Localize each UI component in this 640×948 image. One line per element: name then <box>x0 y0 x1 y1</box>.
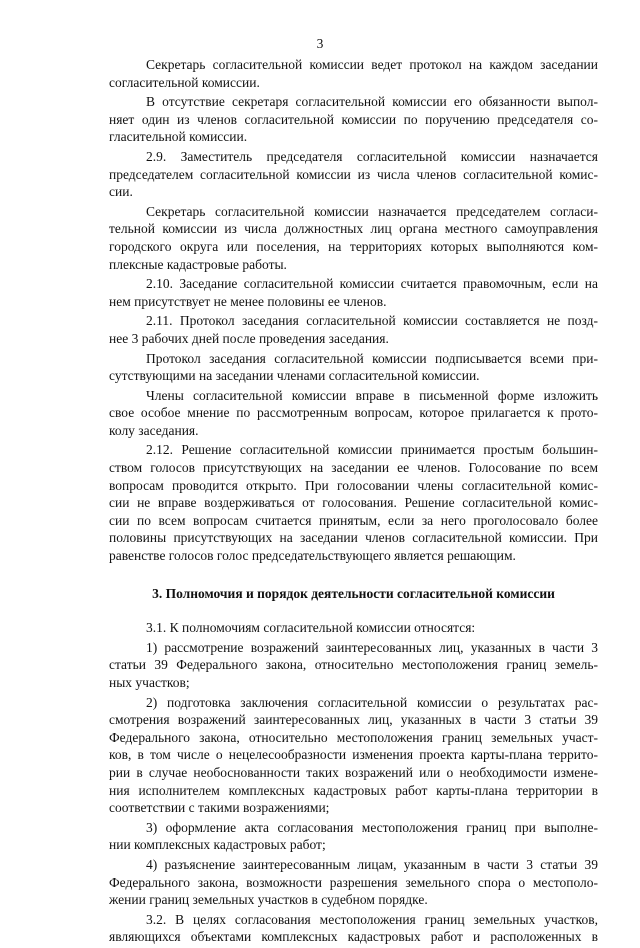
paragraph <box>109 275 598 310</box>
text-line: Секретарь согласительной комиссии назначается председателем согласи- <box>146 203 598 219</box>
paragraph <box>109 56 598 91</box>
text-line: Секретарь согласительной комиссии ведет протокол на каждом заседании <box>146 57 598 72</box>
text-line: колу заседания. <box>109 422 199 438</box>
text-line: Федерального закона, возможности разрешения земельного спора о местополо- <box>109 874 598 890</box>
paragraph <box>109 203 598 273</box>
text-line: статьи 39 Федерального закона, относительно местоположения границ земель- <box>109 657 598 673</box>
text-line: 2.11. Протокол заседания согласительной комиссии составляется не позд- <box>146 313 598 329</box>
text-line: ния исполнителем комплексных кадастровых работ карты-плана территории в <box>109 782 598 798</box>
text-line: ных участков; <box>109 675 190 690</box>
text-line: сии. <box>109 184 133 200</box>
text-line: Члены согласительной комиссии вправе в письменной форме изложить <box>146 387 598 403</box>
paragraph <box>109 93 598 146</box>
text-line: смотрения возражений заинтересованных лиц, указанных в части 3 статьи 39 <box>109 712 598 728</box>
text-line: 3.2. В целях согласования местоположения границ земельных участков, <box>146 911 598 927</box>
paragraph <box>109 639 598 692</box>
text-line: являющихся объектами комплексных кадастровых работ и расположенных в <box>109 929 598 945</box>
text-line: рии в случае необоснованности таких возражений или о необходимости измене- <box>109 764 598 780</box>
text-line: нее 3 рабочих дней после проведения заседания. <box>109 330 389 346</box>
text-line: 2.9. Заместитель председателя согласительной комиссии назначается <box>146 148 598 164</box>
text-line: равенстве голосов голос председательствующего является решающим. <box>109 548 516 564</box>
text-line: Протокол заседания согласительной комиссии подписывается всеми при- <box>146 350 598 366</box>
paragraphs-after <box>109 619 598 946</box>
text-line: вопросам проводится открыто. При голосовании члены согласительной комис- <box>109 477 598 493</box>
text-line: согласительной комиссии. <box>109 74 260 90</box>
text-line: соответствии с такими возражениями; <box>109 800 330 816</box>
paragraph <box>109 694 598 817</box>
text-line: тельной комиссии из числа должностных лиц органа местного самоуправления <box>109 221 598 237</box>
text-line: свое особое мнение по рассмотренным вопросам, которое прилагается к прото- <box>109 405 598 421</box>
text-line: нем присутствует не менее половины ее членов. <box>109 293 387 309</box>
text-line: 4) разъяснение заинтересованным лицам, указанным в части 3 статьи 39 <box>146 856 598 872</box>
paragraphs-before <box>109 56 598 565</box>
text-line: председателем согласительной комиссии из числа членов согласительной комис- <box>109 166 598 182</box>
text-line: В отсутствие секретаря согласительной комиссии его обязанности выпол- <box>146 94 598 110</box>
paragraph <box>109 148 598 201</box>
text-line: половины присутствующих на заседании членов согласительной комиссии. При <box>109 530 598 546</box>
paragraph <box>109 350 598 385</box>
paragraph <box>109 911 598 946</box>
section-heading: 3. Полномочия и порядок деятельности согласительной комиссии <box>152 585 555 601</box>
text-line: жении границ земельных участков в судебном порядке. <box>109 892 428 908</box>
text-line: 3.1. К полномочиям согласительной комиссии относятся: <box>146 620 476 636</box>
text-line: плексные кадастровые работы. <box>109 256 287 272</box>
text-line: 3) оформление акта согласования местоположения границ при выполне- <box>146 819 598 835</box>
page-number: 3 <box>316 36 324 51</box>
text-line: 1) рассмотрение возражений заинтересованных лиц, указанных в части 3 <box>146 639 598 655</box>
paragraph <box>109 856 598 909</box>
paragraph <box>109 387 598 440</box>
text-line: 2.10. Заседание согласительной комиссии считается правомочным, если на <box>146 276 598 292</box>
text-line: Федерального закона, относительно местоположения границ земельных участ- <box>109 729 598 745</box>
paragraph <box>109 619 598 637</box>
text-line: сии по всем вопросам считается принятым, если за него проголосовало более <box>109 512 598 528</box>
text-line: 2) подготовка заключения согласительной комиссии о результатах рас- <box>146 694 598 710</box>
text-line: городского округа или поселения, на территориях которых выполняются ком- <box>109 238 598 254</box>
document-body <box>109 56 598 948</box>
text-line: нии комплексных кадастровых работ; <box>109 837 326 853</box>
text-line: сии не вправе воздерживаться от голосования. Решение согласительной комис- <box>109 495 598 511</box>
text-line: ков, в том числе о нецелесообразности изменения проекта карты-плана террито- <box>109 747 598 763</box>
paragraph <box>109 819 598 854</box>
text-line: сутствующими на заседании членами согласительной комиссии. <box>109 368 480 384</box>
paragraph <box>109 312 598 347</box>
text-line: ством голосов присутствующих на заседании ее членов. Голосование по всем <box>109 460 598 476</box>
text-line: 2.12. Решение согласительной комиссии принимается простым большин- <box>146 442 598 458</box>
text-line: гласительной комиссии. <box>109 129 248 145</box>
paragraph <box>109 441 598 564</box>
text-line: няет один из членов согласительной комиссии по поручению председателя со- <box>109 111 598 127</box>
